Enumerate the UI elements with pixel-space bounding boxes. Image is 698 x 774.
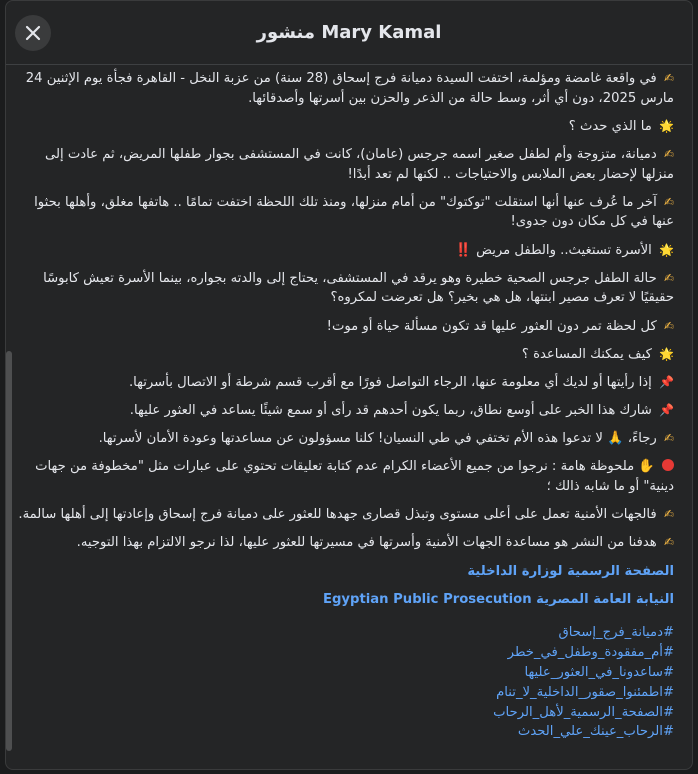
paragraph-text: ✋ ملحوظة هامة : نرجوا من جميع الأعضاء الكرام عدم كتابة تعليقات تحتوي على عبارات مثل "مخطوفة من جهات دينية" أو ما شابه ذالك ؛ (35, 459, 674, 495)
dialog-header (6, 1, 692, 65)
close-icon (24, 24, 42, 42)
post-paragraph (18, 317, 674, 337)
hashtag-link[interactable]: #اطمئنوا_صقور_الداخلية_لا_تنام (496, 684, 674, 700)
post-paragraph (18, 69, 674, 108)
paragraph-text: إذا رأيتها أو لديك أي معلومة عنها، الرجاء التواصل فورًا مع أقرب قسم شرطة أو الاتصال بأسرتها. (128, 374, 657, 390)
dialog-title: منشور Mary Kamal (256, 22, 442, 43)
post-paragraph (18, 117, 674, 137)
glowing-star-icon: 🌟 (659, 346, 674, 361)
post-paragraph (18, 269, 674, 308)
post-paragraph (18, 457, 674, 496)
paragraph-text: الأسرة تستغيث.. والطفل مريض (476, 242, 657, 258)
post-body (6, 65, 692, 742)
post-paragraph (18, 241, 674, 261)
paragraph-text: كيف يمكنك المساعدة ؟ (521, 346, 657, 362)
hashtag-link[interactable]: #الصفحة_الرسمية_لأهل_الرحاب (493, 704, 674, 720)
double-exclamation-icon: ‼️ (455, 242, 477, 258)
writing-hand-icon: ✍ (663, 507, 674, 522)
scrollbar[interactable] (6, 351, 12, 751)
writing-hand-icon: ✍ (663, 318, 674, 333)
post-dialog (5, 0, 693, 770)
paragraph-text: ما الذي حدث ؟ (568, 118, 657, 134)
paragraph-text: كل لحظة تمر دون العثور عليها قد تكون مسألة حياة أو موت! (326, 318, 661, 334)
post-paragraph (18, 401, 674, 421)
hashtag-link[interactable]: #دميانة_فرج_إسحاق (558, 625, 674, 641)
post-paragraph (18, 429, 674, 449)
post-content[interactable] (6, 65, 692, 769)
paragraph-text: حالة الطفل جرجس الصحية خطيرة وهو يرقد في المستشفى، يحتاج إلى والدته بجواره، بينما الأسرة تعيش كابوسًا حقيقيًا لا تعرف مصير ابنتها، هل هي بخير؟ هل تعرضت لمكروه؟ (43, 270, 674, 306)
close-button[interactable] (15, 15, 51, 51)
paragraph-text: شارك هذا الخبر على أوسع نطاق، ربما يكون أحدهم قد رأى أو سمع شيئًا يساعد في العثور عليها. (129, 403, 657, 419)
mention-interior-ministry[interactable]: الصفحة الرسمية لوزارة الداخلية (467, 563, 674, 579)
red-circle-icon (662, 459, 674, 471)
writing-hand-icon: ✍ (663, 146, 674, 161)
writing-hand-icon: ✍ (663, 270, 674, 285)
post-paragraph (18, 193, 674, 232)
paragraph-text: في واقعة غامضة ومؤلمة، اختفت السيدة دميانة فرج إسحاق (28 سنة) من عزبة النخل - القاهرة فجأة يوم الإثنين 24 مارس 2025، دون أي أثر، وسط حالة من الذعر والحزن بين أسرتها وأصدقائها. (25, 71, 674, 106)
pushpin-icon: 📌 (659, 403, 674, 418)
hashtag-list (18, 623, 674, 742)
writing-hand-icon: ✍ (663, 535, 674, 550)
hashtag-link[interactable]: #أم_مفقودة_وطفل_في_خطر (507, 645, 674, 661)
pushpin-icon: 📌 (659, 374, 674, 389)
mention-public-prosecution[interactable]: النيابة العامة المصرية Egyptian Public Prosecution (322, 591, 674, 607)
paragraph-text: رجاءً، 🙏 لا تدعوا هذه الأم تختفي في طي النسيان! كلنا مسؤولون عن مساعدتها وعودة الأمان لأسرتها. (98, 431, 661, 447)
post-paragraph (18, 373, 674, 393)
post-paragraph (18, 345, 674, 365)
glowing-star-icon: 🌟 (659, 242, 674, 257)
post-paragraph (18, 145, 674, 184)
writing-hand-icon: ✍ (663, 71, 674, 85)
paragraph-text: دميانة، متزوجة وأم لطفل صغير اسمه جرجس (عامان)، كانت في المستشفى بجوار طفلها المريض، ثم عادت إلى منزلها لإحضار بعض الملابس والاحتياجات .. لكنها لم تعد أبدًا! (45, 146, 674, 182)
hashtag-link[interactable]: #الرحاب_عينك_علي_الحدث (517, 724, 674, 740)
hashtag-link[interactable]: #ساعدونا_في_العثور_عليها (524, 664, 674, 680)
writing-hand-icon: ✍ (663, 194, 674, 209)
paragraph-text: هدفنا من النشر هو مساعدة الجهات الأمنية وأسرتها في مسيرتها للعثور عليها، لذا نرجو الالتزام بهذا التوجيه. (76, 535, 661, 551)
glowing-star-icon: 🌟 (659, 118, 674, 133)
post-paragraph (18, 533, 674, 553)
post-paragraph (18, 505, 674, 525)
writing-hand-icon: ✍ (663, 431, 674, 446)
paragraph-text: فالجهات الأمنية تعمل على أعلى مستوى وتبذل قصارى جهدها للعثور على دميانة فرج إسحاق وإعادتها إلى أهلها سالمة. (18, 507, 661, 523)
paragraph-text: آخر ما عُرف عنها أنها استقلت "توكتوك" من أمام منزلها، ومنذ تلك اللحظة اختفت تمامًا .. هاتفها مغلق، وأهلها بحثوا عنها في كل مكان دون جدوى! (34, 194, 674, 230)
